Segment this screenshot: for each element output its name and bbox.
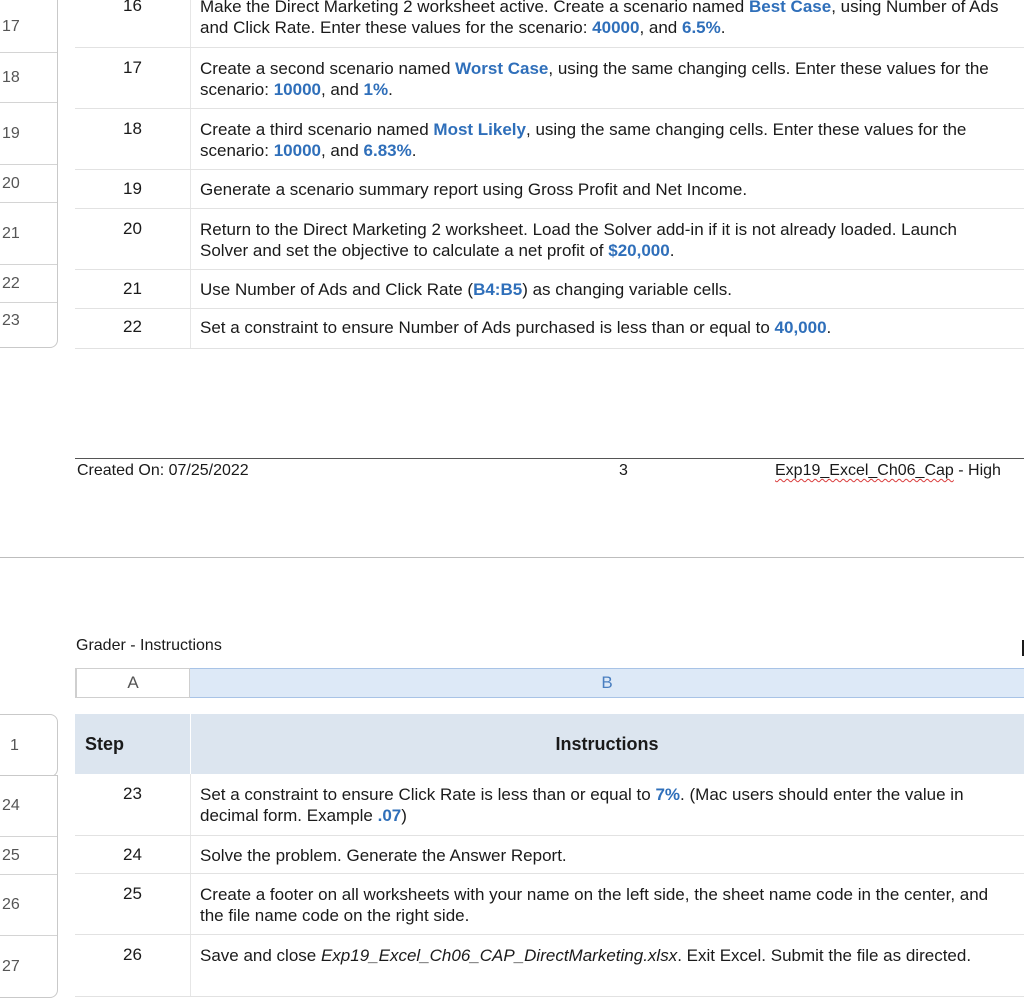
row-number[interactable]: 22	[0, 265, 57, 303]
highlighted-value: 10000	[273, 80, 321, 99]
instruction-text	[200, 219, 1006, 261]
table-header-row[interactable]	[75, 714, 1024, 774]
highlighted-value: Most Likely	[433, 120, 526, 139]
column-header-a[interactable]: A	[75, 668, 190, 698]
step-number: 26	[123, 945, 142, 964]
text-segment: , and	[320, 80, 364, 99]
footer-page-number: 3	[619, 462, 628, 479]
table-row[interactable]	[75, 209, 1024, 270]
step-number: 17	[123, 58, 142, 77]
step-number: 24	[123, 845, 142, 864]
highlighted-value: 6.83%	[363, 141, 412, 160]
highlighted-value: 10000	[273, 141, 321, 160]
text-segment: , and	[320, 141, 364, 160]
row-number[interactable]: 27	[2, 957, 20, 975]
column-divider	[190, 309, 191, 349]
table-row[interactable]	[75, 874, 1024, 935]
row-number[interactable]: 21	[0, 203, 57, 265]
text-segment: )	[401, 806, 407, 825]
column-divider	[190, 0, 191, 48]
column-divider	[190, 874, 191, 935]
column-divider	[190, 109, 191, 170]
text-segment: .	[669, 241, 675, 260]
instruction-text	[200, 845, 1006, 866]
text-segment: , using the same changing cells. Enter these values for the scenario:	[200, 120, 967, 160]
text-segment: .	[826, 318, 832, 337]
highlighted-value: 1%	[363, 80, 389, 99]
text-segment: Use Number of Ads and Click Rate (	[200, 280, 474, 299]
row-rule	[75, 996, 1024, 997]
text-segment: , using the same changing cells. Enter these values for the scenario:	[200, 59, 989, 99]
row-number[interactable]: 18	[0, 53, 57, 103]
row-number-gutter	[0, 775, 58, 998]
instruction-text	[200, 317, 1006, 338]
text-segment: Set a constraint to ensure Click Rate is less than or equal to	[200, 785, 656, 804]
instruction-text	[200, 945, 1006, 966]
text-segment: , using Number of Ads and Click Rate. Enter these values for the scenario:	[200, 0, 999, 37]
text-segment: .	[388, 80, 393, 99]
instruction-text	[200, 179, 1006, 200]
step-number: 21	[123, 279, 142, 298]
column-divider	[190, 935, 191, 997]
table-row[interactable]	[75, 170, 1024, 209]
instruction-text	[200, 279, 1006, 300]
highlighted-value: 40000	[592, 18, 640, 37]
text-segment: . Exit Excel. Submit the file as directed.	[677, 946, 972, 965]
column-divider	[190, 48, 191, 109]
instruction-text	[200, 884, 1006, 926]
row-number[interactable]: 23	[2, 312, 20, 329]
step-number: 22	[123, 317, 142, 336]
row-number-gutter	[0, 0, 58, 348]
header-row-gutter	[0, 714, 58, 777]
column-divider	[190, 270, 191, 309]
row-number[interactable]: 1	[10, 736, 19, 754]
row-number[interactable]: 19	[0, 103, 57, 165]
text-segment: .	[411, 141, 417, 160]
table-row[interactable]	[75, 836, 1024, 874]
text-segment: , and	[639, 18, 682, 37]
text-segment: Solve the problem. Generate the Answer Report.	[200, 846, 567, 865]
text-segment: Create a second scenario named	[200, 59, 456, 78]
highlighted-value: Worst Case	[455, 59, 549, 78]
step-number: 23	[123, 784, 142, 803]
text-segment: . (Mac users should enter the value in decimal form. Example	[200, 785, 964, 825]
highlighted-value: B4:B5	[473, 280, 523, 299]
text-segment: Save and close	[200, 946, 321, 965]
highlighted-value: $20,000	[608, 241, 670, 260]
highlighted-value: Best Case	[748, 0, 832, 16]
instruction-text	[200, 784, 1006, 826]
step-number: 19	[123, 179, 142, 198]
sheet-title: Grader - Instructions	[76, 637, 222, 654]
highlighted-value: 7%	[655, 785, 681, 804]
row-number[interactable]: 24	[0, 776, 57, 837]
text-segment: Generate a scenario summary report using Gross Profit and Net Income.	[200, 180, 748, 199]
instruction-text	[200, 0, 1006, 38]
footer-divider	[75, 458, 1024, 459]
step-number: 16	[123, 0, 142, 15]
text-segment: Set a constraint to ensure Number of Ads purchased is less than or equal to	[200, 318, 775, 337]
file-name-text: Exp19_Excel_Ch06_CAP_DirectMarketing.xlsx	[320, 946, 678, 965]
table-row[interactable]	[75, 109, 1024, 170]
row-number[interactable]: 20	[0, 165, 57, 203]
text-segment: Create a third scenario named	[200, 120, 434, 139]
highlighted-value: 6.5%	[681, 18, 721, 37]
row-number[interactable]: 17	[0, 1, 57, 53]
instruction-text	[200, 119, 1006, 161]
column-divider	[190, 774, 191, 836]
footer-file-suffix: - High	[953, 462, 1001, 479]
footer-created-on: Created On: 07/25/2022	[77, 462, 249, 479]
highlighted-value: 40,000	[774, 318, 827, 337]
highlighted-value: .07	[377, 806, 402, 825]
text-segment: Return to the Direct Marketing 2 worksheet. Load the Solver add-in if it is not already loaded. Launch Solver and set the objective to calculate a net profit of	[200, 220, 957, 260]
text-segment: Create a footer on all worksheets with your name on the left side, the sheet name code in the center, and the file name code on the right side.	[200, 885, 989, 925]
table-row[interactable]	[75, 48, 1024, 109]
table-row[interactable]	[75, 0, 1024, 48]
text-segment: Make the Direct Marketing 2 worksheet active. Create a scenario named	[200, 0, 749, 16]
step-number: 25	[123, 884, 142, 903]
step-number: 18	[123, 119, 142, 138]
text-segment: .	[720, 18, 726, 37]
row-number[interactable]: 26	[0, 875, 57, 936]
column-divider	[190, 170, 191, 209]
table-row[interactable]	[75, 774, 1024, 836]
footer-file-name	[775, 462, 1001, 480]
text-segment: ) as changing variable cells.	[522, 280, 732, 299]
table-row[interactable]	[75, 935, 1024, 997]
row-number[interactable]: 25	[0, 837, 57, 875]
column-divider	[190, 836, 191, 874]
page-break	[0, 557, 1024, 558]
table-row[interactable]	[75, 270, 1024, 309]
step-column-header: Step	[85, 733, 125, 754]
instruction-text	[200, 58, 1006, 100]
table-row[interactable]	[75, 309, 1024, 349]
footer-file-name-text: Exp19_Excel_Ch06_Cap	[775, 462, 954, 479]
row-rule	[75, 348, 1024, 349]
step-number: 20	[123, 219, 142, 238]
column-header-b[interactable]: B	[190, 668, 1024, 698]
instructions-column-header: Instructions	[555, 733, 659, 754]
column-divider	[190, 209, 191, 270]
